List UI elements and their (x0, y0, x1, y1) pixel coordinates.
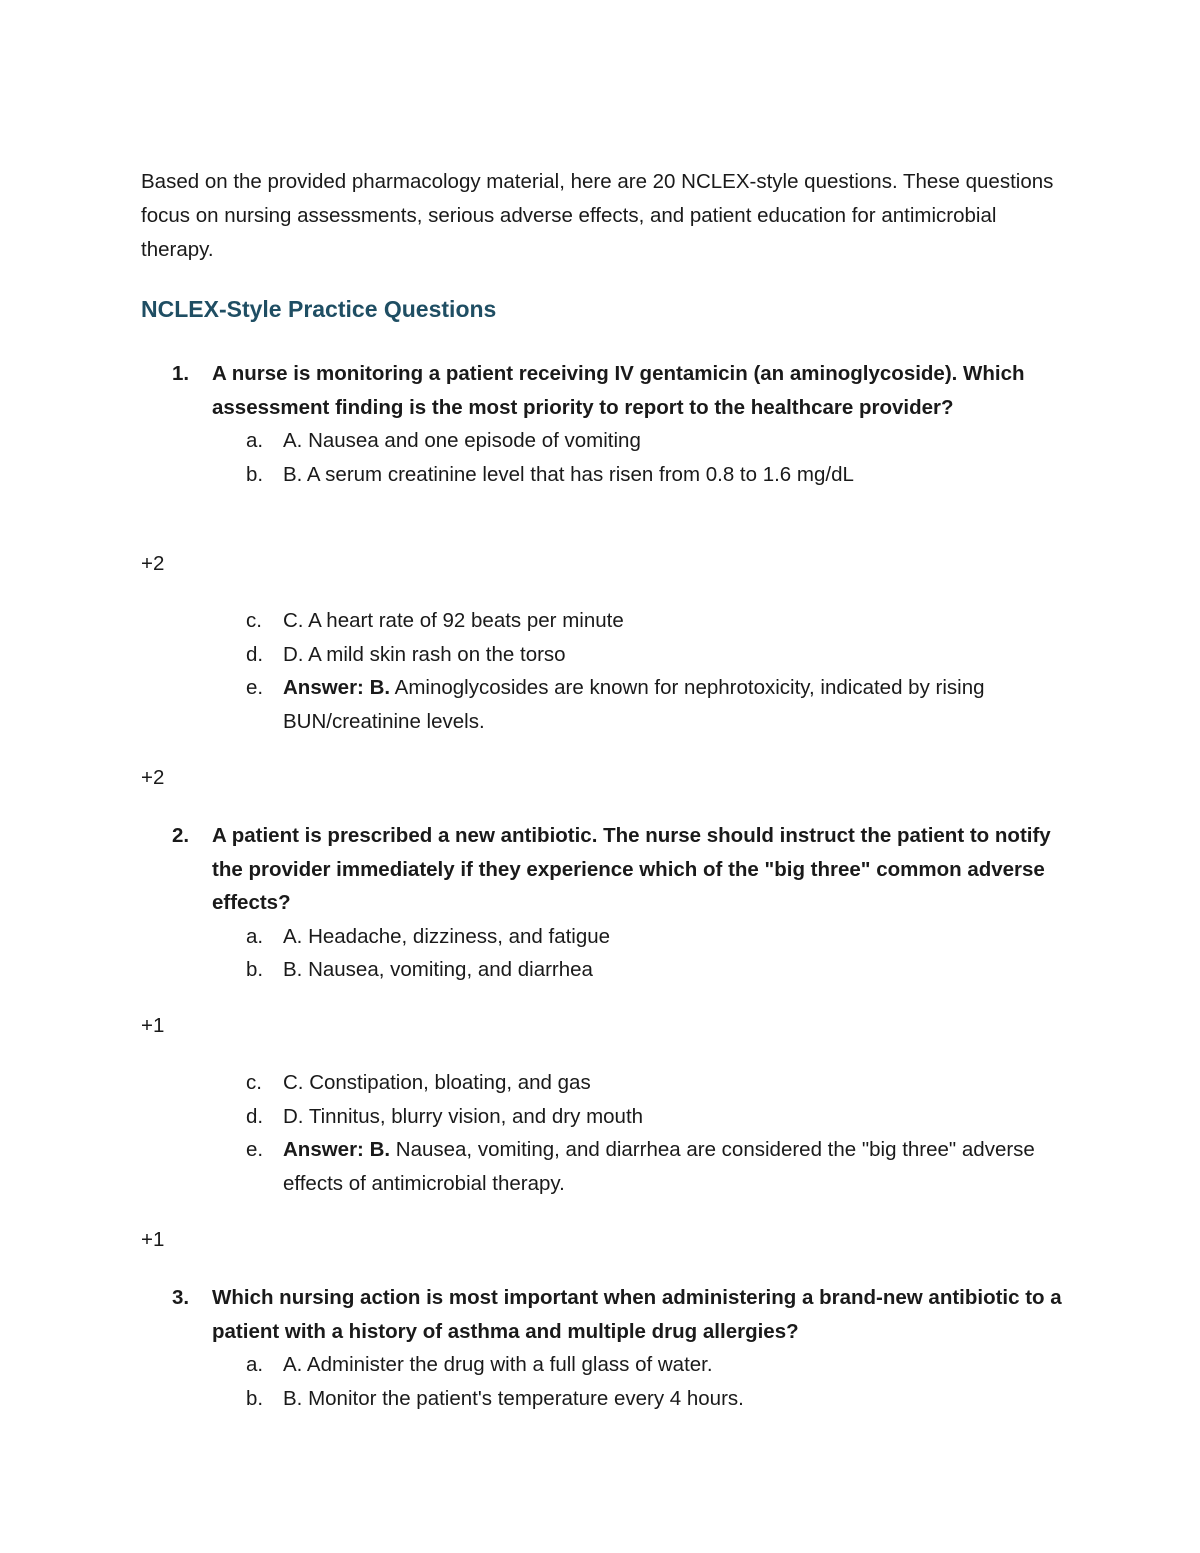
option-letter: a. (246, 924, 264, 948)
question-1-continued (0, 604, 1200, 738)
option-text: C. Constipation, bloating, and gas (283, 1071, 591, 1094)
question-stem (0, 1281, 1200, 1348)
option-a (0, 424, 1200, 458)
option-text: B. Nausea, vomiting, and diarrhea (283, 958, 593, 981)
option-text: C. A heart rate of 92 beats per minute (283, 609, 624, 632)
question-3 (0, 1281, 1200, 1415)
answer-text: Nausea, vomiting, and diarrhea are considered the "big three" adverse effects of antimicrobial therapy. (283, 1138, 1035, 1195)
option-text: D. Tinnitus, blurry vision, and dry mouth (283, 1104, 644, 1128)
question-text: A nurse is monitoring a patient receiving IV gentamicin (an aminoglycoside). Which assessment finding is the most priority to report to the healthcare provider? (212, 362, 1025, 419)
question-stem (0, 819, 1200, 920)
question-2 (0, 819, 1200, 987)
vote-marker: +2 (141, 552, 165, 575)
answer-explanation (0, 671, 1200, 738)
option-letter: c. (246, 1071, 262, 1094)
option-letter: b. (246, 958, 264, 981)
option-b (0, 953, 1200, 987)
option-text: B. Monitor the patient's temperature every 4 hours. (283, 1386, 744, 1410)
option-letter: b. (246, 462, 264, 486)
option-letter: a. (246, 429, 264, 452)
question-number: 2. (172, 824, 190, 847)
answer-explanation (0, 1133, 1200, 1200)
option-text: D. A mild skin rash on the torso (283, 642, 566, 666)
option-letter: d. (246, 1104, 264, 1128)
vote-marker: +2 (141, 766, 165, 789)
option-text: A. Headache, dizziness, and fatigue (283, 924, 611, 948)
option-text: A. Nausea and one episode of vomiting (283, 429, 641, 452)
question-number: 3. (172, 1286, 190, 1309)
vote-marker: +1 (141, 1228, 165, 1251)
option-c (0, 604, 1200, 638)
question-text: Which nursing action is most important when administering a brand-new antibiotic to a patient with a history of asthma and multiple drug allergies? (212, 1286, 1062, 1343)
question-stem (0, 357, 1200, 424)
option-b (0, 1382, 1200, 1416)
option-letter: b. (246, 1386, 264, 1410)
question-1 (0, 357, 1200, 491)
option-text: B. A serum creatinine level that has risen from 0.8 to 1.6 mg/dL (283, 462, 854, 486)
question-2-continued (0, 1066, 1200, 1200)
option-letter: d. (246, 642, 264, 666)
vote-marker: +1 (141, 1014, 165, 1037)
answer-lead: Answer: B. (283, 676, 391, 699)
option-a (0, 920, 1200, 954)
option-letter: e. (246, 1138, 264, 1161)
option-d (0, 638, 1200, 672)
option-letter: e. (246, 676, 264, 699)
option-text: A. Administer the drug with a full glass of water. (283, 1353, 713, 1376)
option-letter: a. (246, 1353, 264, 1376)
section-heading: NCLEX-Style Practice Questions (141, 296, 497, 322)
option-d (0, 1100, 1200, 1134)
option-b (0, 458, 1200, 492)
answer-text: Aminoglycosides are known for nephrotoxicity, indicated by rising BUN/creatinine levels. (283, 676, 985, 733)
intro-paragraph: Based on the provided pharmacology material, here are 20 NCLEX-style questions. These questions focus on nursing assessments, serious adverse effects, and patient education for antimicrobial therapy. (141, 170, 1054, 261)
option-a (0, 1348, 1200, 1382)
option-letter: c. (246, 609, 262, 632)
question-number: 1. (172, 362, 190, 385)
question-text: A patient is prescribed a new antibiotic. The nurse should instruct the patient to notify the provider immediately if they experience which of the "big three" common adverse effects? (212, 824, 1051, 914)
option-c (0, 1066, 1200, 1100)
answer-lead: Answer: B. (283, 1138, 391, 1161)
